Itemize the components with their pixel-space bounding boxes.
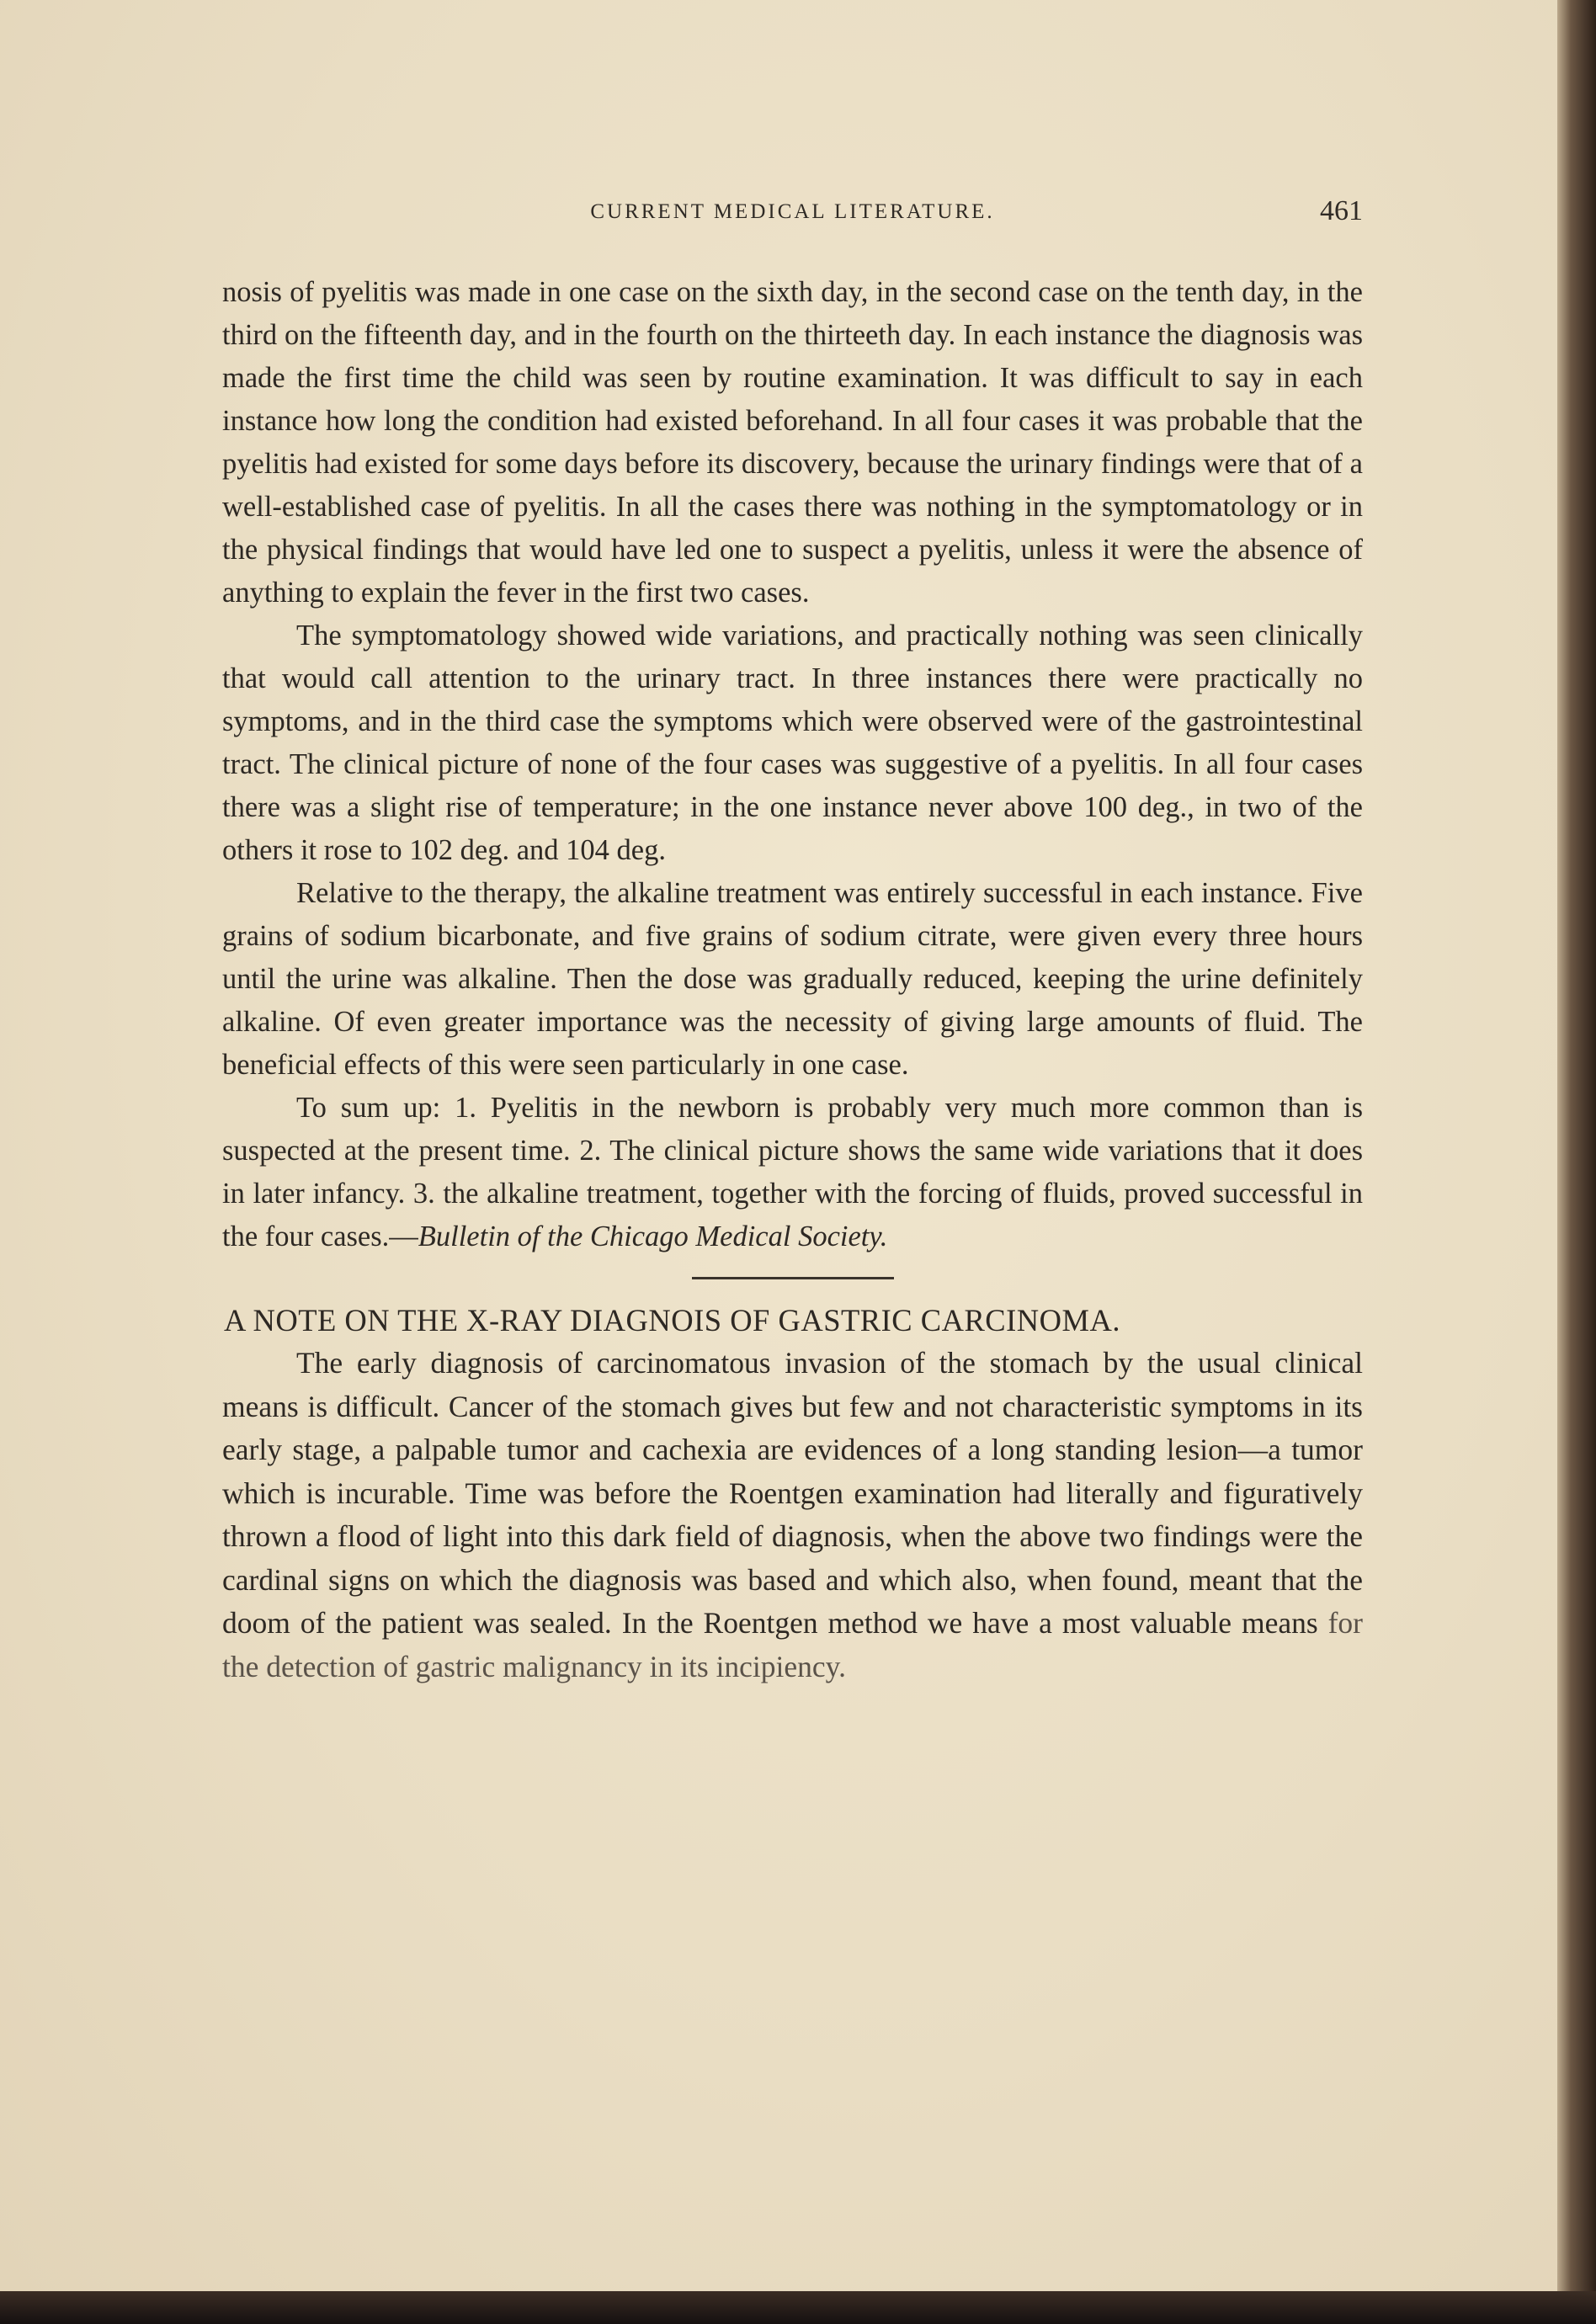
page-number: 461 — [1320, 195, 1363, 226]
section-divider — [692, 1277, 894, 1279]
paragraph: The symptomatology showed wide variations, and practically nothing was seen clinically that would call attention to the urinary tract. In three instances there were practically no symptoms, and in the third case the symptoms which were observed were of the gastrointestinal tract. The clinical picture of none of the four cases was suggestive of a pyelitis. In all four cases there was a slight rise of temperature; in the one instance never above 100 deg., in two of the others it rose to 102 deg. and 104 deg. — [222, 620, 1363, 866]
section-text: The early diagnosis of carcinomatous invasion of the stomach by the usual clinical means is difficult. Cancer of the stomach gives but few and not characteristic symptoms in its early stage, a palpable tumor and cachexia are evidences of a long standing lesion—a tumor which is incurable. Time was before the Roentgen examination had literally and figuratively thrown a flood of light into this dark field of diagnosis, when the above two findings were the cardinal signs on which the diagnosis was based and which also, when found, meant that the doom of the patient was sealed. In the Roentgen method we have a most valuable means — [222, 1346, 1363, 1640]
page-bottom-shadow — [0, 2291, 1596, 2324]
paragraph: nosis of pyelitis was made in one case on the sixth day, in the second case on the tenth day, in the third on the fifteenth day, and in the fourth on the thirteeth day. In each instance the diagnosis was made the first time the child was seen by routine examination. It was difficult to say in each instance how long the condition had existed beforehand. In all four cases it was probable that the pyelitis had existed for some days before its discovery, because the urinary findings were that of a well-established case of pyelitis. In all the cases there was nothing in the symptomatology or in the physical findings that would have led one to suspect a pyelitis, unless it were the absence of anything to explain the fever in the first two cases. — [222, 276, 1363, 609]
section-text-faded: for the detection of gastric malignancy in its incipiency. — [222, 1606, 1363, 1683]
page-header — [222, 195, 1363, 237]
section-title: A NOTE ON THE X-RAY DIAGNOIS OF GASTRIC CARCINOMA. — [224, 1303, 1120, 1337]
citation: Bulletin of the Chicago Medical Society. — [418, 1220, 888, 1252]
paragraph: Relative to the therapy, the alkaline treatment was entirely successful in each instance. Five grains of sodium bicarbonate, and five grains of sodium citrate, were given every three hours until the urine was alkaline. Then the dose was gradually reduced, keeping the urine definitely alkaline. Of even greater importance was the necessity of giving large amounts of fluid. The beneficial effects of this were seen particularly in one case. — [222, 877, 1363, 1081]
section-paragraph — [222, 1342, 1363, 1688]
running-title: CURRENT MEDICAL LITERATURE. — [590, 200, 995, 223]
paragraph-with-citation — [222, 1087, 1363, 1258]
page-edge-shadow — [1557, 0, 1596, 2324]
page-body — [222, 271, 1363, 1688]
paragraph-text: To sum up: 1. Pyelitis in the newborn is probably very much more common than is suspected at the present time. 2. The clinical picture shows the same wide variations that it does in later infancy. 3. the alkaline treatment, together with the forcing of fluids, proved successful in the four cases.— — [222, 1092, 1363, 1252]
